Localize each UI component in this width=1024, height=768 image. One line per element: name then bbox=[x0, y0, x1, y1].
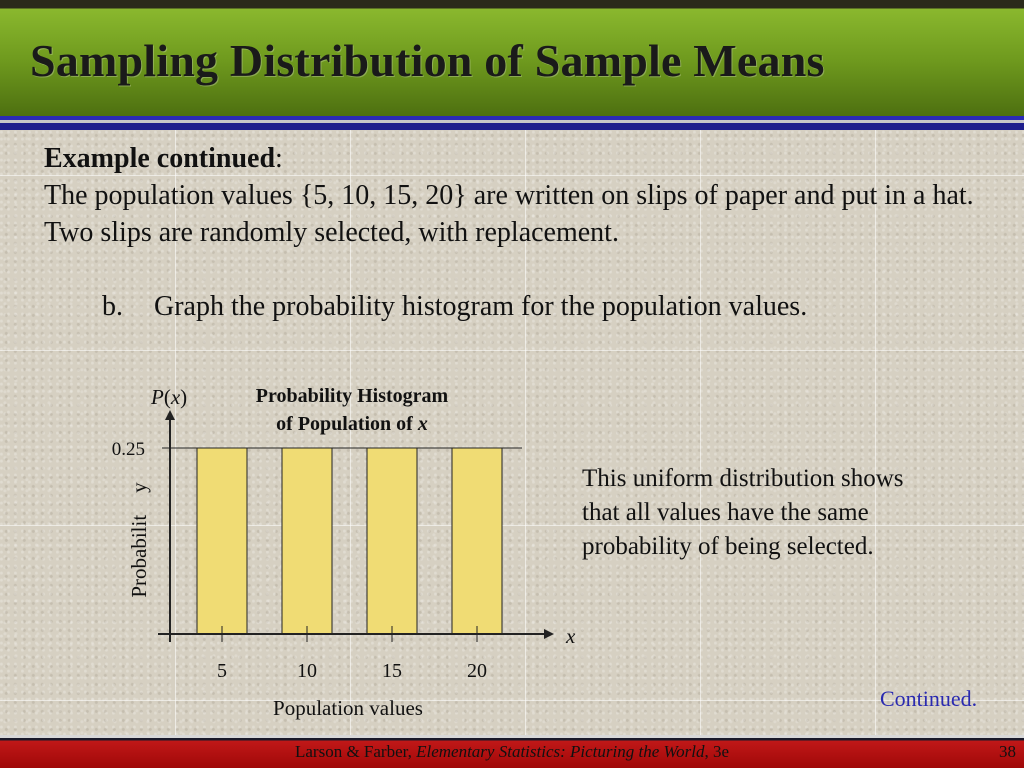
histogram-bar bbox=[197, 448, 247, 634]
x-tick-label: 10 bbox=[297, 660, 317, 682]
x-axis-symbol: x bbox=[566, 624, 576, 648]
histogram-bar bbox=[452, 448, 502, 634]
slide-title: Sampling Distribution of Sample Means bbox=[30, 35, 825, 86]
footer-edition: , 3e bbox=[704, 742, 729, 761]
x-tick-label: 15 bbox=[382, 660, 402, 682]
side-note: This uniform distribution shows that all values have the same probability of being selected. bbox=[582, 465, 904, 560]
histogram-bar bbox=[367, 448, 417, 634]
footer-authors: Larson & Farber, bbox=[294, 742, 417, 761]
histogram-bar bbox=[282, 448, 332, 634]
probability-histogram bbox=[90, 380, 590, 730]
y-axis-arrow bbox=[165, 410, 175, 420]
page-number: 38 bbox=[999, 742, 1016, 761]
example-paragraph: The population values {5, 10, 15, 20} are written on slips of paper and put in a hat. Two slips are randomly selected, with replacement. bbox=[44, 180, 974, 248]
title-bar bbox=[0, 0, 1024, 118]
y-axis-symbol: P(x) bbox=[151, 385, 188, 409]
x-tick-label: 5 bbox=[217, 660, 227, 682]
example-text-block bbox=[44, 140, 984, 251]
x-tick-label: 20 bbox=[467, 660, 487, 682]
chart-title-line-2: of Population of x bbox=[276, 413, 428, 435]
histogram-bars bbox=[197, 448, 502, 634]
list-item-text: Graph the probability histogram for the population values. bbox=[154, 291, 808, 322]
y-axis-label: Probability bbox=[127, 482, 151, 598]
x-axis-arrow bbox=[544, 629, 554, 639]
example-heading-colon: : bbox=[275, 143, 283, 174]
background-grid-line bbox=[0, 350, 1024, 351]
footer-citation bbox=[0, 742, 1024, 762]
footer-book-title: Elementary Statistics: Picturing the World bbox=[416, 742, 705, 761]
x-tick-labels bbox=[217, 660, 487, 682]
continued-label: Continued. bbox=[880, 686, 978, 711]
y-tick-label: 0.25 bbox=[111, 439, 145, 460]
example-heading-line bbox=[44, 140, 984, 177]
title-divider bbox=[0, 116, 1024, 130]
x-axis-label: Population values bbox=[273, 696, 423, 720]
list-item-letter: b. bbox=[102, 291, 123, 322]
chart-title-line-1: Probability Histogram bbox=[255, 385, 449, 407]
y-axis-ticks bbox=[112, 439, 170, 460]
example-heading: Example continued bbox=[44, 143, 276, 174]
